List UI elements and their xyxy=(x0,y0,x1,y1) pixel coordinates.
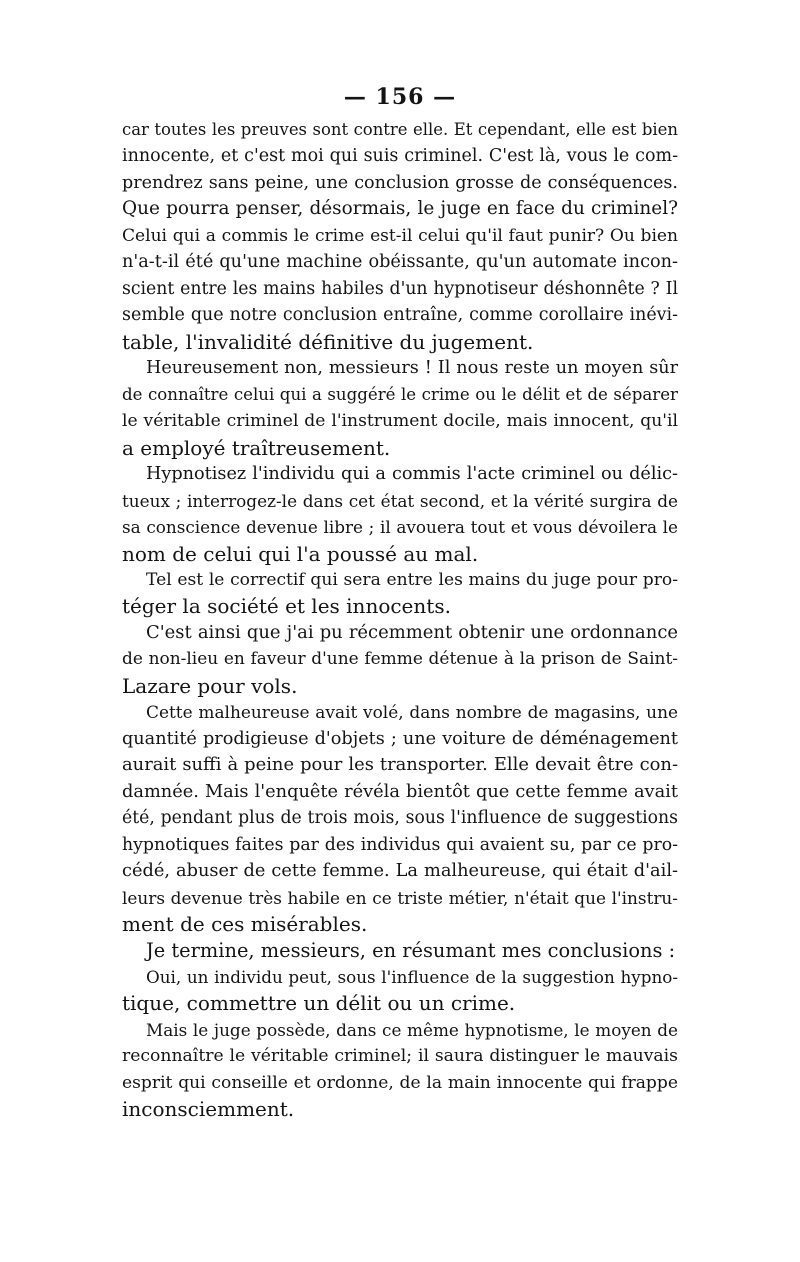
text-line: Que pourra penser, désormais, le juge en face du criminel? xyxy=(122,198,678,220)
text-line: damnée. Mais l'enquête révéla bientôt que cette femme avait xyxy=(122,781,678,802)
paragraph xyxy=(122,938,678,964)
text-line: prendrez sans peine, une conclusion grosse de conséquences. xyxy=(122,172,678,193)
text-line: de non-lieu en faveur d'une femme détenue à la prison de Saint- xyxy=(122,649,678,670)
text-line: innocente, et c'est moi qui suis criminel. C'est là, vous le com- xyxy=(122,146,678,167)
body-text xyxy=(122,117,678,1123)
paragraph xyxy=(122,567,678,620)
text-line: scient entre les mains habiles d'un hypnotiseur déshonnête ? Il xyxy=(122,278,678,299)
text-line: ment de ces misérables. xyxy=(122,912,368,937)
text-line: reconnaître le véritable criminel; il saura distinguer le mauvais xyxy=(122,1046,678,1067)
text-line: car toutes les preuves sont contre elle. Et cependant, elle est bien xyxy=(122,120,678,139)
text-line: téger la société et les innocents. xyxy=(122,594,451,619)
text-line: Celui qui a commis le crime est-il celui qu'il faut punir? Ou bien xyxy=(122,225,678,246)
paragraph xyxy=(122,1017,678,1123)
text-line: n'a-t-il été qu'une machine obéissante, qu'un automate incon- xyxy=(122,252,678,273)
text-line: nom de celui qui l'a poussé au mal. xyxy=(122,541,479,566)
text-line: table, l'invalidité définitive du jugement. xyxy=(122,329,534,354)
text-line: C'est ainsi que j'ai pu récemment obtenir une ordonnance xyxy=(146,621,678,643)
text-line: leurs devenue très habile en ce triste métier, n'était que l'instru- xyxy=(122,887,678,908)
text-line: inconsciemment. xyxy=(122,1097,295,1122)
paragraph xyxy=(122,620,678,699)
text-line: tueux ; interrogez-le dans cet état second, et la vérité surgira de xyxy=(122,490,678,511)
text-line: cédé, abuser de cette femme. La malheureuse, qui était d'ail- xyxy=(122,861,678,882)
text-line: Heureusement non, messieurs ! Il nous reste un moyen sûr xyxy=(146,358,678,379)
text-line: de connaître celui qui a suggéré le crime ou le délit et de séparer xyxy=(122,384,678,404)
text-line: hypnotiques faites par des individus qui avaient su, par ce pro- xyxy=(122,834,678,855)
text-line: Cette malheureuse avait volé, dans nombre de magasins, une xyxy=(146,702,678,723)
text-line: a employé traîtreusement. xyxy=(122,435,391,460)
page-number: — 156 — xyxy=(343,84,457,110)
text-line: Hypnotisez l'individu qui a commis l'acte criminel ou délic- xyxy=(146,464,678,485)
text-line: quantité prodigieuse d'objets ; une voiture de déménagement xyxy=(122,728,678,749)
paragraph xyxy=(122,964,678,1017)
text-line: aurait suffi à peine pour les transporter. Elle devait être con- xyxy=(122,754,678,776)
text-line: Oui, un individu peut, sous l'influence de la suggestion hypno- xyxy=(146,967,678,987)
paragraph xyxy=(122,355,678,461)
text-line: le véritable criminel de l'instrument docile, mais innocent, qu'il xyxy=(122,411,678,432)
text-line: esprit qui conseille et ordonne, de la main innocente qui frappe xyxy=(122,1072,678,1093)
text-line: Je termine, messieurs, en résumant mes conclusions : xyxy=(146,938,676,962)
paragraph xyxy=(122,461,678,567)
text-line: sa conscience devenue libre ; il avouera tout et vous dévoilera le xyxy=(122,517,678,538)
text-line: été, pendant plus de trois mois, sous l'influence de suggestions xyxy=(122,808,678,829)
paragraph xyxy=(122,699,678,937)
text-line: Lazare pour vols. xyxy=(122,673,298,698)
text-line: Mais le juge possède, dans ce même hypnotisme, le moyen de xyxy=(146,1019,678,1040)
paragraph xyxy=(122,117,678,355)
text-line: semble que notre conclusion entraîne, comme corollaire inévi- xyxy=(122,305,678,326)
text-line: Tel est le correctif qui sera entre les mains du juge pour pro- xyxy=(146,569,678,590)
text-line: tique, commettre un délit ou un crime. xyxy=(122,991,516,1016)
